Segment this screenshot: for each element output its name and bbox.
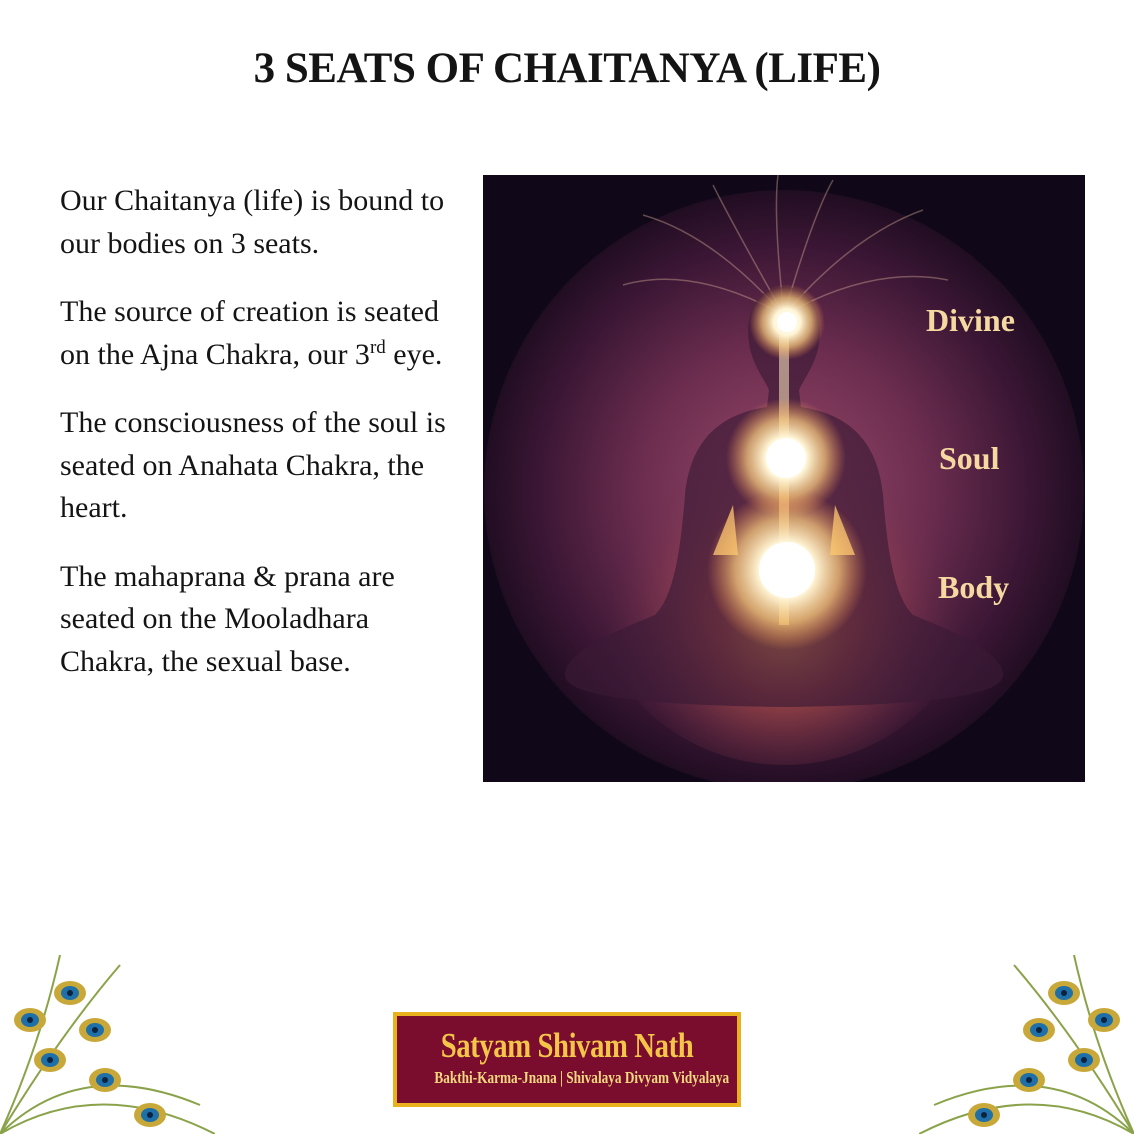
paragraph-ajna [60,291,460,376]
meditation-figure-image [483,175,1085,782]
ordinal-suffix: rd [369,336,386,358]
paragraph-ajna-text: The source of creation is seated on the Ajna Chakra, our 3 [60,295,439,371]
peacock-feather-icon [919,955,1134,1134]
label-body: Body [938,569,1010,605]
paragraph-ajna-end: eye. [385,337,443,371]
paragraph-mooladhara: The mahaprana & prana are seated on the Mooladhara Chakra, the sexual base. [60,559,395,678]
paragraph-anahata: The consciousness of the soul is seated on Anahata Chakra, the heart. [60,406,446,524]
text-column [60,180,460,709]
label-soul: Soul [939,440,1000,476]
meditation-figure-illustration [483,175,1085,782]
paragraph-seats: Our Chaitanya (life) is bound to our bodies on 3 seats. [60,184,445,260]
label-divine: Divine [926,302,1015,338]
brand-name: Satyam Shivam Nath [440,1026,694,1065]
brand-tagline: Bakthi-Karma-Jnana | Shivalaya Divyam Vidyalaya [434,1068,730,1087]
peacock-feather-icon [0,955,215,1134]
brand-logo [393,1012,741,1107]
page-title: 3 SEATS OF CHAITANYA (LIFE) [253,45,881,92]
